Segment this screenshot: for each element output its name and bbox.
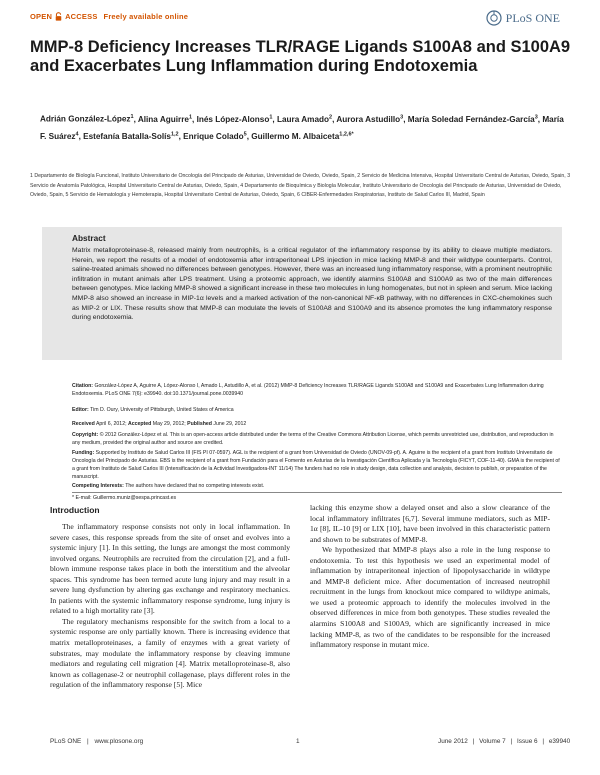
author-name[interactable]: Alina Aguirre (137, 114, 189, 124)
author-sup: 3 (400, 114, 404, 120)
footer-article-id: e39940 (548, 738, 571, 745)
dates (72, 420, 562, 428)
abstract-box (42, 227, 562, 360)
author-sup: 3 (534, 114, 538, 120)
author-sup: 5 (243, 131, 247, 138)
journal-logo-text: PLoS ONE (505, 10, 560, 25)
author-name[interactable]: Adrián González-López (40, 114, 131, 124)
author-sup: 1 (269, 114, 273, 120)
intro-right-column (310, 503, 550, 651)
footer-journal: PLoS ONE | www.plosone.org (50, 738, 144, 745)
citation-label: Citation: (72, 383, 94, 389)
copyright (72, 431, 562, 447)
corresponding-email[interactable]: * E-mail: Guillermo.muniz@sespa.princast.es (72, 495, 177, 501)
footer-journal-name: PLoS ONE (50, 738, 82, 745)
author-name[interactable]: Enrique Colado (183, 131, 244, 141)
accepted-date: May 29, 2012; (152, 421, 186, 427)
accepted-label: Accepted (127, 421, 152, 427)
author-list: Adrián González-López$^1$, Alina Aguirre$^1$, Inés López-Alonso$^1$, Laura Amado$^2$, Aurora Astudillo$^3$, María Soledad Fernández-García$^3$, María F. Suárez$^4$, Estefanía Batalla-Solís$^{1,2}$, Enrique Colado$^5$, Guillermo M. Albaiceta$^{1,2,6*}$ (40, 114, 564, 141)
author-sup: 2 (329, 114, 333, 120)
editor-label: Editor: (72, 407, 89, 413)
author-name[interactable]: María Soledad Fernández-García (407, 114, 535, 124)
plos-logo-icon (486, 10, 502, 26)
author-name[interactable]: Inés López-Alonso (196, 114, 270, 124)
author-name[interactable]: Guillermo M. Albaiceta (251, 131, 340, 141)
competing-interests (72, 482, 562, 490)
author-name[interactable]: Laura Amado (276, 114, 329, 124)
intro-paragraph: lacking this enzyme show a delayed onset and also a slow clearance of the local inflammatory infiltrates [6,7]. Several immune mediators, such as MIP-1α [8], IL-10 [9] or LIX [10], have been involved in this characteristic pattern and shown to be substrates of MMP-8. (310, 503, 550, 544)
freely-available-label: Freely available online (103, 12, 189, 21)
footer-date: June 2012 (438, 738, 468, 745)
received-label: Received (72, 421, 95, 427)
access-label: ACCESS (65, 12, 98, 21)
intro-paragraph: The regulatory mechanisms responsible for the switch from a local to a systemic response are only partially known. There is increasing evidence that matrix metalloproteinases, a family of enzymes with a great variety of substrates, may modulate the inflammatory response by cleaving immune mediators and regulating cell migration [4]. Matrix metalloproteinase-8, also known as collagenase-2 or neutrophil collagenase, plays different roles in the regulation of the inflammatory response [5]. Mice (50, 616, 290, 690)
author-sup: 4 (75, 131, 79, 138)
introduction-heading: Introduction (50, 505, 100, 515)
divider (72, 492, 562, 493)
competing-text: The authors have declared that no competing interests exist. (125, 483, 265, 489)
abstract-heading: Abstract (72, 233, 106, 243)
author-name[interactable]: Estefanía Batalla-Solís (83, 131, 171, 141)
citation-text: González-López A, Aguirre A, López-Alonso I, Amado L, Astudillo A, et al. (2012) MMP-8 Deficiency Increases TLR/RAGE Ligands S100A8 and S100A9 and Exacerbates Lung Inflammation during Endotoxemia. PLoS ONE 7(6): e39940. doi:10.1371/journal.pone.0039940 (72, 383, 544, 397)
funding (72, 449, 562, 481)
competing-label: Competing Interests: (72, 483, 124, 489)
copyright-label: Copyright: (72, 432, 99, 438)
received-date: April 6, 2012; (95, 421, 127, 427)
affiliations: 1 Departamento de Biología Funcional, Instituto Universitario de Oncología del Principado de Asturias, Universidad de Oviedo, Oviedo, Spain, 2 Servicio de Medicina Intensiva, Hospital Universitario Central de Asturias, Oviedo, Spain, 3 Servicio de Anatomía Patológica, Hospital Universitario Central de Asturias, Oviedo, Spain, 4 Departamento de Bioquímica y Biología Molecular, Instituto Universitario de Oncología del Principado de Asturias, Universidad de Oviedo, Oviedo, Spain, 5 Servicio de Hematología y Hemoterapia, Hospital Universitario Central de Asturias, Oviedo, Spain, 6 CIBER-Enfermedades Respiratorias, Instituto de Salud Carlos III, Madrid, Spain (30, 173, 571, 198)
open-access-badge (30, 12, 188, 21)
citation (72, 382, 562, 398)
abstract-text: Matrix metalloproteinase-8, released mainly from neutrophils, is a critical regulator of the inflammatory response by its ability to cleave multiple mediators. Herein, we report the results of a model of endotoxemia after intraperitoneal LPS injection in mice lacking MMP-8 and their wildtype counterparts. Control, saline-treated animals showed no differences between genotypes. However, there was an increased lung inflammatory response, with a prominent neutrophilic infiltration in mutant animals after LPS treatment. Using a proteomic approach, we identify alarmins S100A8 and S100A9 as two of the main differences between genotypes. Mice lacking MMP-8 showed a significant increase in these two molecules in lung homogenates, but not in spleen and serum. Mice lacking MMP-8 also showed an increase in MIP-1α levels and a marked activation of the non-canonical NF-κB pathway, with no differences in CXC-chemokines such as MIP-2 or LIX. These results show that MMP-8 can modulate the levels of S100A8 and S100A9 and its absence promotes the lung inflammatory response during endotoxemia. (72, 247, 552, 322)
copyright-text: © 2012 González-López et al. This is an open-access article distributed under the terms of the Creative Commons Attribution License, which permits unrestricted use, distribution, and reproduction in any medium, provided the original author and source are credited. (72, 432, 554, 446)
footer-issue: June 2012 | Volume 7 | Issue 6 | e39940 (438, 738, 571, 745)
page-number: 1 (296, 738, 300, 745)
published-date: June 29, 2012 (213, 421, 247, 427)
footer-site-link[interactable]: www.plosone.org (94, 738, 144, 745)
funding-text: Supported by Instituto de Salud Carlos III (FIS PI 07-0597). AGL is the recipient of a grant from Universidad de Oviedo (UNOV-09-pf). A. Aguirre is the recipient of a grant from Instituto Universitario de Oncología del Principado de Asturias. EBS is the recipient of a grant from Fundación para el Fomento en Asturias de la Investigación Científica Aplicada y la Tecnología (FICYT, COF-11-40). GMA is the recipient of a grant from Instituto de Salud Carlos III (Intensificación de la Actividad Investigadora-INT 11/14) The funders had no role in study design, data collection and analysis, decision to publish, or preparation of the manuscript. (72, 450, 560, 480)
intro-paragraph: The inflammatory response consists not only in local inflammation. In severe cases, this response spreads from the site of onset and evolves into a systemic injury [1]. In this setting, the lungs are amongst the most commonly involved organs. Neutrophils are recruited from the circulation [2], and a full-blown immune response takes place in both the interstitium and the alveolar spaces. This syndrome has been termed acute lung injury and may result in a severe lung dysfunction by altering gas exchange and respiratory mechanics. In patients with the systemic inflammatory response syndrome, lung injury is related to a high mortality rate [3]. (50, 522, 290, 616)
open-lock-icon (55, 12, 62, 21)
author-sup: 1 (188, 114, 193, 120)
footer-issue-number: Issue 6 (516, 738, 538, 745)
article-title: MMP-8 Deficiency Increases TLR/RAGE Ligands S100A8 and S100A9 and Exacerbates Lung Inflammation during Endotoxemia (30, 38, 571, 75)
intro-paragraph: We hypothesized that MMP-8 plays also a role in the lung response to endotoxemia. To test this hypothesis we used an experimental model of inflammation by intraperitoneal injection of lipopolysaccharide in wildtype and MMP-8 deficient mice. After documentation of increased neutrophil recruitment in the lungs from knockout mice compared to wildtype animals, we used a proteomic approach to identify the molecules involved in the observed differences in mice from both genotypes. These studies revealed the alarmins S100A8 and S100A9, which are significantly increased in mice lacking MMP-8, as two of the candidates to be responsible for the increased inflammatory response in mutant mice. (310, 545, 550, 650)
intro-left-column (50, 522, 290, 691)
author-name[interactable]: Aurora Astudillo (336, 114, 401, 124)
editor-text: Tim D. Oury, University of Pittsburgh, United States of America (90, 407, 234, 413)
author-sup: 1,2 (170, 131, 179, 138)
footer-volume: Volume 7 (479, 738, 506, 745)
editor (72, 406, 562, 414)
funding-label: Funding: (72, 450, 95, 456)
journal-logo[interactable] (486, 10, 560, 26)
author-name[interactable]: María F. Suárez (40, 114, 564, 141)
published-label: Published (187, 421, 212, 427)
author-sup: 1 (130, 114, 134, 120)
author-sup: 1,2,6* (339, 131, 354, 138)
open-label: OPEN (30, 12, 53, 21)
